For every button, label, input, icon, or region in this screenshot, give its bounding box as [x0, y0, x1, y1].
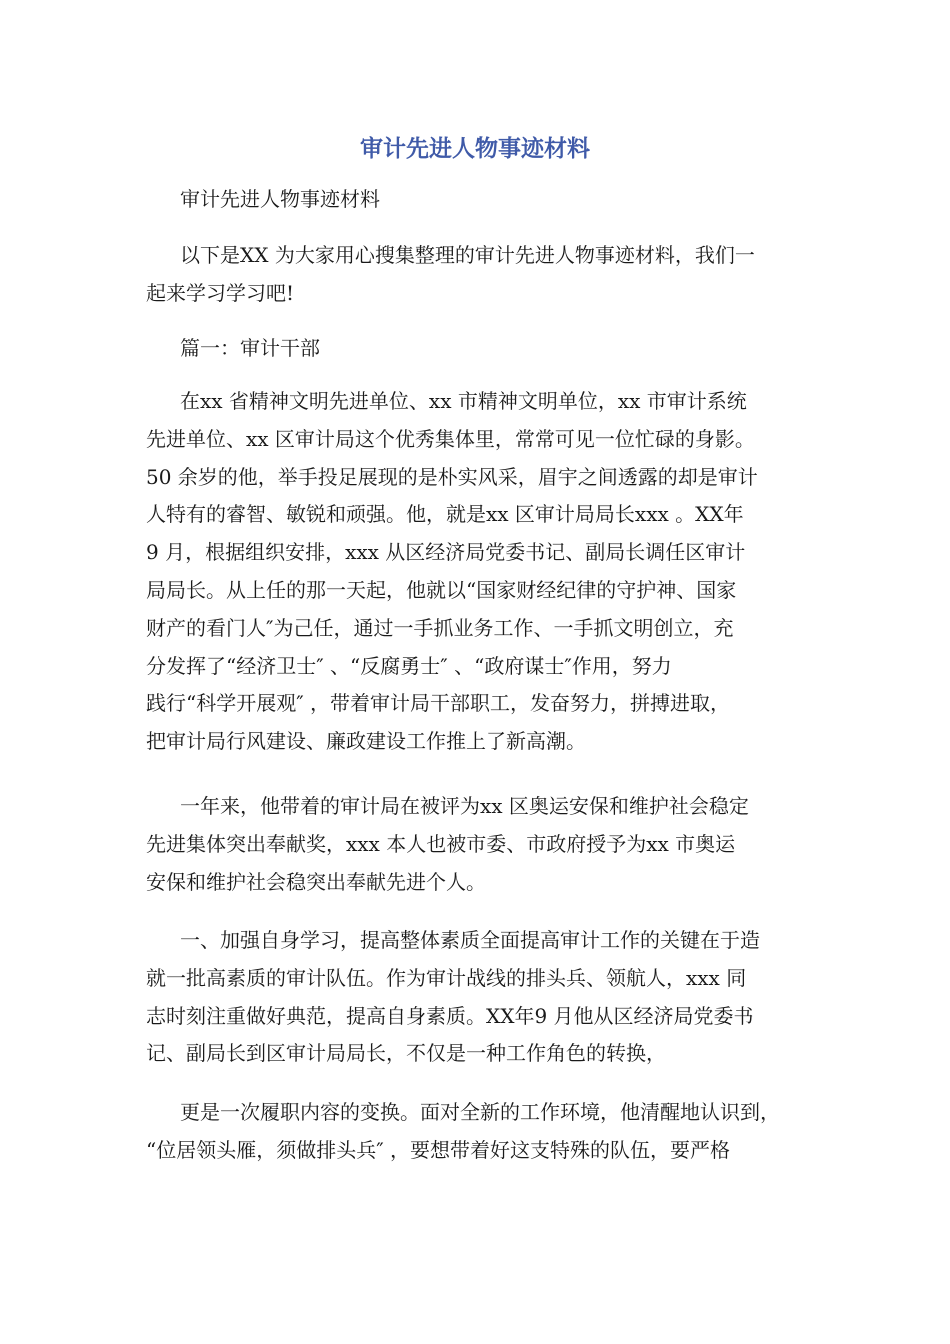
body-paragraph-3: [146, 922, 806, 1073]
text-line: 更是一次履职内容的变换。面对全新的工作环境，他清醒地认识到，: [180, 1100, 780, 1124]
section-heading: [146, 330, 806, 368]
text-line: “位居领头雁，须做排头兵″ ，要想带着好这支特殊的队伍，要严格: [146, 1137, 731, 1162]
text-line: 记、副局长到区审计局局长，不仅是一种工作角色的转换，: [146, 1041, 666, 1066]
document-title: 审计先进人物事迹材料: [360, 135, 590, 162]
text-line: 就一批高素质的审计队伍。作为审计战线的排头兵、领航人，xxx 同: [146, 965, 747, 990]
text-line: 人特有的睿智、敏锐和顽强。他，就是xx 区审计局局长xxx 。XX年: [146, 502, 744, 527]
text-line: 把审计局行风建设、廉政建设工作推上了新高潮。: [146, 729, 586, 754]
text-line: 先进集体突出奉献奖，xxx 本人也被市委、市政府授予为xx 市奥运: [146, 831, 736, 856]
text-line: 以下是XX 为大家用心搜集整理的审计先进人物事迹材料，我们一: [180, 243, 755, 267]
text-line: 安保和维护社会稳突出奉献先进个人。: [146, 869, 486, 894]
text-line: 一年来，他带着的审计局在被评为xx 区奥运安保和维护社会稳定: [180, 794, 749, 818]
body-paragraph-4: [146, 1094, 806, 1170]
text-line: 分发挥了“经济卫士″ 、“反腐勇士″ 、“政府谋士″作用，努力: [146, 653, 672, 678]
text-line: 先进单位、xx 区审计局这个优秀集体里，常常可见一位忙碌的身影。: [146, 426, 755, 451]
text-line: 9 月，根据组织安排，xxx 从区经济局党委书记、副局长调任区审计: [146, 540, 746, 565]
text-line: 起来学习学习吧!: [146, 280, 295, 305]
text-line: 局局长。从上任的那一天起，他就以“国家财经纪律的守护神、国家: [146, 577, 737, 602]
text-line: 志时刻注重做好典范，提高自身素质。XX年9 月他从区经济局党委书: [146, 1003, 754, 1028]
text-line: 在xx 省精神文明先进单位、xx 市精神文明单位，xx 市审计系统: [180, 389, 747, 413]
text-line: 审计先进人物事迹材料: [180, 187, 380, 211]
body-paragraph-2: [146, 788, 806, 901]
text-line: 践行“科学开展观″ ，带着审计局干部职工，发奋努力，拼搏进取，: [146, 691, 731, 716]
intro-paragraph: [146, 237, 806, 313]
text-line: 财产的看门人″为己任，通过一手抓业务工作、一手抓文明创立，充: [146, 615, 734, 640]
subtitle-paragraph: [146, 181, 806, 219]
text-line: 50 余岁的他，举手投足展现的是朴实风采，眉宇之间透露的却是审计: [146, 464, 758, 489]
body-paragraph-1: [146, 383, 806, 761]
text-line: 一、加强自身学习，提高整体素质全面提高审计工作的关键在于造: [180, 928, 760, 952]
text-line: 篇一：审计干部: [180, 336, 320, 360]
